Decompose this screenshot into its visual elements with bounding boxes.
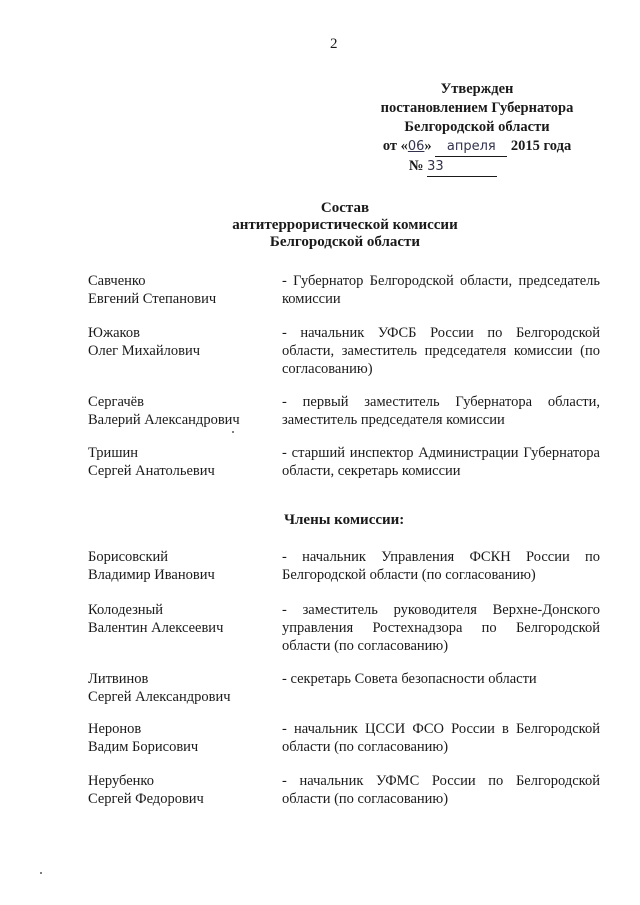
- approval-line-3: Белгородской области: [404, 119, 550, 135]
- document-title: [200, 200, 490, 251]
- surname: Борисовский: [88, 549, 169, 565]
- given-names: Валерий Александрович: [88, 412, 240, 428]
- entry-role: - заместитель руководителя Верхне-Донского управления Ростехнадзора по Белгородской области (по согласованию): [282, 602, 600, 654]
- entry-name: [88, 772, 268, 808]
- approval-date: [352, 137, 602, 157]
- entry-name: [88, 444, 268, 480]
- title-line-2: антитеррористической комиссии: [232, 217, 458, 233]
- entry-role: - начальник УФМС России по Белгородской области (по согласованию): [282, 773, 600, 807]
- given-names: Сергей Александрович: [88, 689, 231, 705]
- entry-name: [88, 548, 268, 584]
- surname: Колодезный: [88, 602, 164, 618]
- surname: Литвинов: [88, 671, 149, 687]
- number-value: 33: [427, 157, 497, 177]
- title-line-1: Состав: [320, 200, 370, 216]
- surname: Тришин: [88, 445, 138, 461]
- entry-name: [88, 601, 268, 637]
- entry-role: - начальник УФСБ России по Белгородской области, заместитель председателя комиссии (по согласованию): [282, 325, 600, 377]
- date-month: апреля: [435, 137, 507, 157]
- approval-block: [352, 80, 602, 177]
- scan-speck: [232, 431, 234, 433]
- approval-line-2: постановлением Губернатора: [380, 100, 574, 116]
- scan-speck: [40, 872, 42, 874]
- approval-line-1: Утвержден: [440, 81, 514, 97]
- entry-name: [88, 670, 268, 706]
- given-names: Вадим Борисович: [88, 739, 199, 755]
- entry-name: [88, 272, 268, 308]
- date-day: 06: [407, 139, 425, 154]
- surname: Нерубенко: [88, 773, 154, 789]
- number-prefix: №: [408, 158, 424, 174]
- date-suffix: 2015 года: [510, 138, 572, 154]
- entry-name: [88, 393, 268, 429]
- page-number: 2: [330, 36, 338, 52]
- surname: Сергачёв: [88, 394, 144, 410]
- given-names: Владимир Иванович: [88, 567, 215, 583]
- given-names: Сергей Федорович: [88, 791, 204, 807]
- given-names: Сергей Анатольевич: [88, 463, 215, 479]
- entry-role: - старший инспектор Администрации Губернатора области, секретарь комиссии: [282, 445, 600, 479]
- entry-role: - первый заместитель Губернатора области, заместитель председателя комиссии: [282, 394, 600, 428]
- surname: Савченко: [88, 273, 146, 289]
- given-names: Олег Михайлович: [88, 343, 201, 359]
- date-mid: »: [424, 138, 432, 154]
- given-names: Валентин Алексеевич: [88, 620, 224, 636]
- entry-role: - Губернатор Белгородской области, председатель комиссии: [282, 273, 600, 307]
- entry-name: [88, 324, 268, 360]
- entry-role: - начальник Управления ФСКН России по Белгородской области (по согласованию): [282, 549, 600, 583]
- approval-number: [304, 157, 602, 177]
- given-names: Евгений Степанович: [88, 291, 217, 307]
- surname: Неронов: [88, 721, 142, 737]
- entry-role: - начальник ЦССИ ФСО России в Белгородской области (по согласованию): [282, 721, 600, 755]
- members-heading: Члены комиссии:: [284, 512, 405, 528]
- entry-name: [88, 720, 268, 756]
- title-line-3: Белгородской области: [269, 234, 421, 250]
- entry-role: - секретарь Совета безопасности области: [282, 671, 537, 687]
- surname: Южаков: [88, 325, 140, 341]
- date-prefix: от «: [382, 138, 408, 154]
